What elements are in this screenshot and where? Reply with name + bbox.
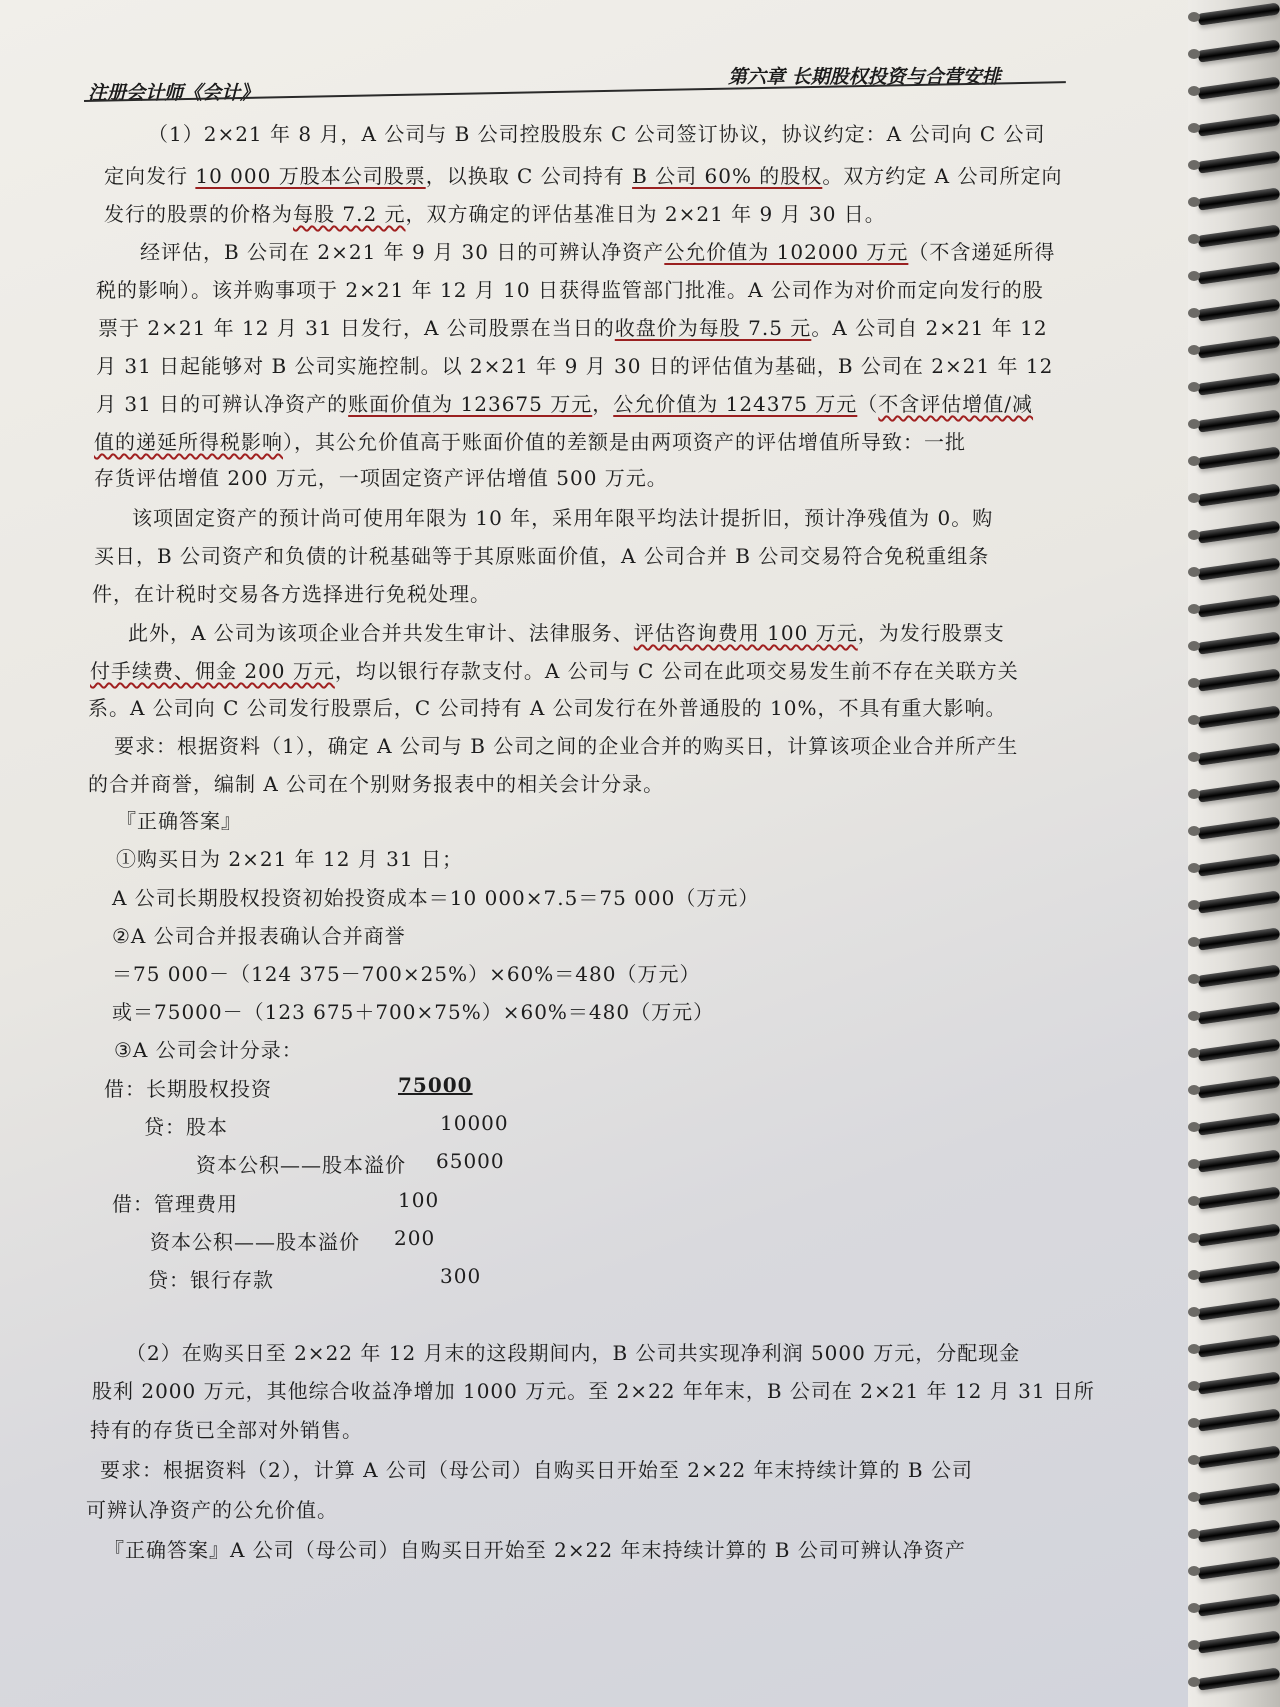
- text-line: [116, 843, 463, 872]
- binding-hole: [1188, 86, 1200, 96]
- text-line: [104, 1073, 272, 1102]
- spiral-binding: [1188, 0, 1280, 1707]
- text-line: [104, 1534, 966, 1563]
- spiral-coil: [1198, 1371, 1280, 1394]
- text-segment: （2）在购买日至 2×22 年 12 月末的这段期间内，B 公司共实现净利润 5000 万元，分配现金: [126, 1341, 1021, 1365]
- text-segment: （: [857, 392, 879, 416]
- annotated-text: 评估咨询费用 100 万元: [633, 621, 858, 645]
- binding-hole: [1188, 863, 1200, 873]
- binding-hole: [1188, 1196, 1200, 1206]
- binding-hole: [1188, 530, 1200, 540]
- text-line: [398, 1188, 439, 1212]
- binding-hole: [1188, 900, 1200, 910]
- text-line: [90, 1414, 363, 1443]
- spiral-coil: [1198, 1667, 1280, 1690]
- binding-hole: [1188, 1307, 1200, 1317]
- binding-hole: [1188, 1492, 1200, 1502]
- text-segment: 借：长期股权投资: [104, 1077, 272, 1101]
- binding-hole: [1188, 1529, 1200, 1539]
- binding-hole: [1188, 1159, 1200, 1169]
- text-segment: ②A 公司合并报表确认合并商誉: [112, 924, 406, 948]
- spiral-coil: [1198, 779, 1280, 802]
- binding-hole: [1188, 752, 1200, 762]
- binding-hole: [1188, 1566, 1200, 1576]
- binding-hole: [1188, 382, 1200, 392]
- spiral-coil: [1198, 927, 1280, 950]
- text-segment: 借：管理费用: [112, 1192, 238, 1216]
- text-line: [92, 1375, 1095, 1404]
- text-line: [88, 768, 664, 797]
- text-segment: ③A 公司会计分录：: [114, 1038, 303, 1062]
- binding-hole: [1188, 234, 1200, 244]
- spiral-coil: [1198, 816, 1280, 839]
- spiral-coil: [1198, 520, 1280, 543]
- spiral-coil: [1198, 631, 1280, 654]
- text-segment: 定向发行: [104, 164, 196, 188]
- spiral-coil: [1198, 1519, 1280, 1542]
- text-segment: 10000: [440, 1111, 509, 1135]
- text-segment: ＝75 000－（124 375－700×25%）×60%＝480（万元）: [112, 962, 701, 986]
- text-line: [96, 274, 1044, 303]
- binding-hole: [1188, 1603, 1200, 1613]
- text-segment: ①购买日为 2×21 年 12 月 31 日；: [116, 847, 463, 871]
- text-segment: 贷：股本: [144, 1115, 228, 1139]
- text-segment: A 公司长期股权投资初始投资成本＝10 000×7.5＝75 000（万元）: [112, 886, 760, 910]
- spiral-coil: [1198, 1223, 1280, 1246]
- spiral-coil: [1198, 1334, 1280, 1357]
- spiral-coil: [1198, 372, 1280, 395]
- binding-hole: [1188, 1122, 1200, 1132]
- annotated-text: 账面价值为 123675 万元: [348, 392, 593, 416]
- binding-hole: [1188, 12, 1200, 22]
- text-line: [436, 1149, 505, 1173]
- text-line: [96, 388, 1033, 417]
- text-segment: 票于 2×21 年 12 月 31 日发行，A 公司股票在当日的: [98, 316, 615, 340]
- binding-hole: [1188, 678, 1200, 688]
- binding-hole: [1188, 419, 1200, 429]
- spiral-coil: [1198, 964, 1280, 987]
- header-chapter-title: 第六章 长期股权投资与合营安排: [728, 66, 1001, 88]
- text-segment: ，为发行股票支: [857, 621, 1005, 645]
- text-line: [94, 462, 668, 491]
- spiral-coil: [1198, 446, 1280, 469]
- binding-hole: [1188, 974, 1200, 984]
- text-segment: 月 31 日起能够对 B 公司实施控制。以 2×21 年 9 月 30 日的评估值为基础，B 公司在 2×21 年 12: [96, 354, 1054, 378]
- spiral-coil: [1198, 335, 1280, 358]
- spiral-coil: [1198, 224, 1280, 247]
- text-line: [128, 617, 1005, 646]
- spiral-coil: [1198, 1482, 1280, 1505]
- text-line: [90, 655, 1019, 684]
- spiral-coil: [1198, 1186, 1280, 1209]
- text-segment: ），其公允价值高于账面价值的差额是由两项资产的评估增值所导致：一批: [283, 430, 966, 454]
- spiral-coil: [1198, 890, 1280, 913]
- spiral-coil: [1198, 594, 1280, 617]
- spiral-coil: [1198, 1001, 1280, 1024]
- header-book-title: 注册会计师《会计》: [88, 82, 260, 104]
- text-segment: 发行的股票的价格为: [104, 202, 293, 226]
- binding-hole: [1188, 271, 1200, 281]
- text-line: [394, 1226, 435, 1250]
- text-segment: 股利 2000 万元，其他综合收益净增加 1000 万元。至 2×22 年年末，B 公司在 2×21 年 12 月 31 日所: [92, 1379, 1095, 1403]
- text-segment: （不含递延所得: [908, 240, 1056, 264]
- text-segment: 。A 公司自 2×21 年 12: [811, 316, 1048, 340]
- text-line: [196, 1149, 406, 1178]
- binding-hole: [1188, 1640, 1200, 1650]
- text-line: [112, 996, 714, 1025]
- spiral-coil: [1198, 113, 1280, 136]
- text-segment: （1）2×21 年 8 月，A 公司与 B 公司控股股东 C 公司签订协议，协议约定：A 公司向 C 公司: [148, 122, 1046, 146]
- text-segment: 的合并商誉，编制 A 公司在个别财务报表中的相关会计分录。: [88, 772, 665, 796]
- binding-hole: [1188, 493, 1200, 503]
- text-segment: ，以换取 C 公司持有: [425, 164, 633, 188]
- text-segment: 贷：银行存款: [148, 1268, 274, 1292]
- text-line: [94, 426, 966, 455]
- text-segment: 经评估，B 公司在 2×21 年 9 月 30 日的可辨认净资产: [140, 240, 665, 264]
- binding-hole: [1188, 197, 1200, 207]
- text-segment: 300: [440, 1264, 482, 1288]
- binding-hole: [1188, 1677, 1200, 1687]
- spiral-coil: [1198, 1149, 1280, 1172]
- text-segment: 65000: [436, 1149, 505, 1173]
- text-segment: ，双方确定的评估基准日为 2×21 年 9 月 30 日。: [405, 202, 886, 226]
- spiral-coil: [1198, 187, 1280, 210]
- text-line: [112, 882, 759, 911]
- text-line: [92, 578, 491, 607]
- annotated-text: 收盘价为每股 7.5 元: [614, 316, 812, 340]
- binding-hole: [1188, 641, 1200, 651]
- text-line: [100, 1454, 973, 1483]
- text-segment: 月 31 日的可辨认净资产的: [96, 392, 349, 416]
- binding-hole: [1188, 123, 1200, 133]
- text-segment: 存货评估增值 200 万元，一项固定资产评估增值 500 万元。: [94, 466, 668, 490]
- binding-hole: [1188, 826, 1200, 836]
- spiral-coil: [1198, 2, 1280, 25]
- annotated-text: 每股 7.2 元: [293, 202, 406, 226]
- text-segment: 200: [394, 1226, 436, 1250]
- text-line: [398, 1073, 473, 1097]
- text-segment: 『正确答案』: [116, 809, 242, 833]
- text-segment: 资本公积——股本溢价: [150, 1230, 360, 1254]
- spiral-coil: [1198, 76, 1280, 99]
- annotated-text: 公允价值为 102000 万元: [664, 240, 909, 264]
- text-line: [132, 502, 993, 531]
- spiral-coil: [1198, 1038, 1280, 1061]
- spiral-coil: [1198, 853, 1280, 876]
- text-segment: 持有的存货已全部对外销售。: [90, 1418, 363, 1442]
- binding-hole: [1188, 937, 1200, 947]
- spiral-coil: [1198, 1630, 1280, 1653]
- annotated-text: 75000: [398, 1073, 473, 1097]
- spiral-coil: [1198, 705, 1280, 728]
- text-line: [148, 1264, 274, 1293]
- text-line: [104, 198, 886, 227]
- binding-hole: [1188, 1381, 1200, 1391]
- binding-hole: [1188, 567, 1200, 577]
- text-line: [112, 1188, 238, 1217]
- text-line: [440, 1264, 481, 1288]
- text-line: [116, 805, 242, 834]
- spiral-coil: [1198, 261, 1280, 284]
- annotated-text: 付手续费、佣金 200 万元: [90, 659, 335, 683]
- text-line: [98, 312, 1048, 341]
- binding-hole: [1188, 1344, 1200, 1354]
- spiral-coil: [1198, 1593, 1280, 1616]
- text-line: [150, 1226, 360, 1255]
- spiral-coil: [1198, 150, 1280, 173]
- text-segment: 件，在计税时交易各方选择进行免税处理。: [92, 582, 491, 606]
- annotated-text: B 公司 60% 的股权: [632, 164, 823, 188]
- spiral-coil: [1198, 557, 1280, 580]
- binding-hole: [1188, 715, 1200, 725]
- spiral-coil: [1198, 483, 1280, 506]
- binding-hole: [1188, 308, 1200, 318]
- text-segment: 要求：根据资料（2），计算 A 公司（母公司）自购买日开始至 2×22 年末持续计算的 B 公司: [100, 1458, 973, 1482]
- text-segment: 买日，B 公司资产和负债的计税基础等于其原账面价值，A 公司合并 B 公司交易符合免税重组条: [94, 544, 990, 568]
- spiral-coil: [1198, 1075, 1280, 1098]
- text-line: [88, 692, 1006, 721]
- spiral-coil: [1198, 1297, 1280, 1320]
- text-line: [114, 730, 1018, 759]
- text-segment: 税的影响）。该并购事项于 2×21 年 12 月 10 日获得监管部门批准。A 公司作为对价而定向发行的股: [96, 278, 1044, 302]
- text-segment: 此外，A 公司为该项企业合并共发生审计、法律服务、: [128, 621, 634, 645]
- text-segment: 可辨认净资产的公允价值。: [86, 1498, 338, 1522]
- binding-hole: [1188, 1011, 1200, 1021]
- spiral-coil: [1198, 1408, 1280, 1431]
- binding-hole: [1188, 789, 1200, 799]
- binding-hole: [1188, 160, 1200, 170]
- text-line: [140, 236, 1055, 265]
- text-line: [104, 160, 1062, 189]
- binding-hole: [1188, 1270, 1200, 1280]
- spiral-coil: [1198, 1556, 1280, 1579]
- annotated-text: 值的递延所得税影响: [94, 430, 283, 454]
- binding-hole: [1188, 604, 1200, 614]
- spiral-coil: [1198, 1112, 1280, 1135]
- text-line: [440, 1111, 509, 1135]
- text-segment: 资本公积——股本溢价: [196, 1153, 406, 1177]
- binding-hole: [1188, 345, 1200, 355]
- spiral-coil: [1198, 1260, 1280, 1283]
- text-segment: 『正确答案』A 公司（母公司）自购买日开始至 2×22 年末持续计算的 B 公司可辨认净资产: [104, 1538, 966, 1562]
- text-segment: 100: [398, 1188, 440, 1212]
- text-line: [114, 1034, 303, 1063]
- binding-hole: [1188, 49, 1200, 59]
- text-line: [86, 1494, 338, 1523]
- text-segment: ，: [592, 392, 614, 416]
- binding-hole: [1188, 1455, 1200, 1465]
- text-segment: 或＝75000－（123 675＋700×75%）×60%＝480（万元）: [112, 1000, 715, 1024]
- text-line: [112, 958, 700, 987]
- text-segment: ，均以银行存款支付。A 公司与 C 公司在此项交易发生前不存在关联方关: [334, 659, 1019, 683]
- text-segment: 该项固定资产的预计尚可使用年限为 10 年，采用年限平均法计提折旧，预计净残值为 0。购: [132, 506, 994, 530]
- text-line: [144, 1111, 228, 1140]
- text-segment: 要求：根据资料（1），确定 A 公司与 B 公司之间的企业合并的购买日，计算该项企业合并所产生: [114, 734, 1019, 758]
- spiral-coil: [1198, 409, 1280, 432]
- annotated-text: 公允价值为 124375 万元: [613, 392, 858, 416]
- text-line: [112, 920, 406, 949]
- spiral-coil: [1198, 1445, 1280, 1468]
- annotated-text: 不含评估增值/减: [878, 392, 1034, 416]
- binding-hole: [1188, 1233, 1200, 1243]
- text-segment: 系。A 公司向 C 公司发行股票后，C 公司持有 A 公司发行在外普通股的 10%，不具有重大影响。: [88, 696, 1007, 720]
- annotated-text: 10 000 万股本公司股票: [195, 164, 426, 188]
- text-line: [148, 118, 1046, 147]
- spiral-coil: [1198, 39, 1280, 62]
- binding-hole: [1188, 1048, 1200, 1058]
- spiral-coil: [1198, 668, 1280, 691]
- text-line: [126, 1337, 1020, 1366]
- binding-hole: [1188, 1085, 1200, 1095]
- text-line: [96, 350, 1053, 379]
- text-line: [94, 540, 989, 569]
- spiral-coil: [1198, 742, 1280, 765]
- binding-hole: [1188, 456, 1200, 466]
- binding-hole: [1188, 1418, 1200, 1428]
- spiral-coil: [1198, 298, 1280, 321]
- text-segment: 。双方约定 A 公司所定向: [822, 164, 1063, 188]
